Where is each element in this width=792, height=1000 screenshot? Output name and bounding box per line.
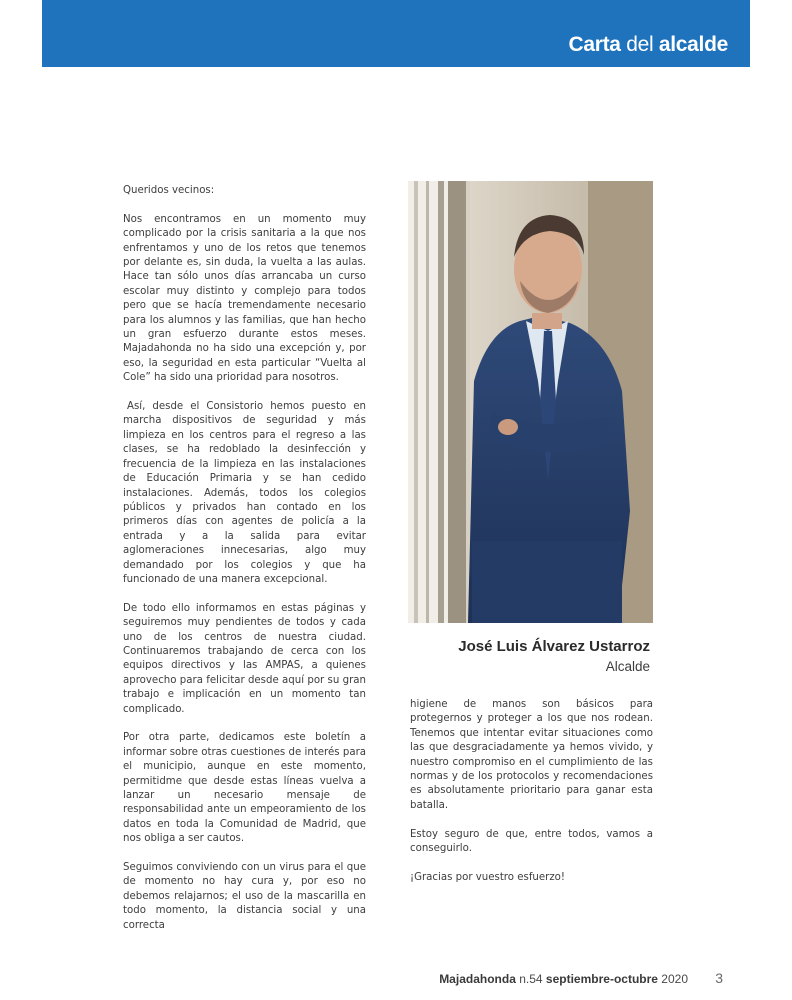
letter-column-left	[123, 184, 366, 947]
letter-paragraph: Estoy seguro de que, entre todos, vamos a conseguirlo.	[410, 828, 653, 855]
section-title-word-2: del	[626, 33, 654, 56]
section-title-word-3: alcalde	[658, 33, 728, 56]
caption-role: Alcalde	[605, 659, 650, 674]
letter-paragraph: Seguimos conviviendo con un virus para el que de momento no hay cura y, por eso no debemos relajarnos; el uso de la mascarilla en todo momento, la distancia social y una correcta	[123, 862, 366, 931]
letter-paragraph: Por otra parte, dedicamos este boletín a informar sobre otras cuestiones de interés para el municipio, aunque en este momento, permitidme que desde estas líneas vuelva a lanzar un necesario mensaje de responsabilidad ante un empeoramiento de los datos en toda la Comunidad de Madrid, que nos obliga a ser cautos.	[123, 732, 366, 845]
footer-publication: Majadahonda	[439, 972, 516, 986]
caption-name: José Luis Álvarez Ustarroz	[458, 638, 650, 655]
section-title-word-1: Carta	[568, 33, 621, 56]
letter-salutation: Queridos vecinos:	[123, 185, 215, 196]
letter-paragraph: higiene de manos son básicos para protegernos y proteger a los que nos rodean. Tenemos que intentar evitar situaciones como las que desgraciadamente ya hemos vivido, y nuestro compromiso en el cumplimiento de las normas y de los protocolos y recomendaciones es absolutamente prioritario para ganar esta batalla.	[410, 699, 653, 811]
footer-year: 2020	[661, 972, 688, 986]
letter-column-right	[410, 698, 653, 900]
letter-paragraph: De todo ello informamos en estas páginas y seguiremos muy pendientes de todos y cada uno de los centros de nuestra ciudad. Continuaremos trabajando de cerca con los equipos directivos y las AMPAS, a quienes aprovecho para felicitar desde aquí por su gran trabajo e implicación en un momento tan complicado.	[123, 602, 366, 715]
letter-paragraph: Así, desde el Consistorio hemos puesto en marcha dispositivos de seguridad y más limpieza en los centros para el regreso a las clases, se ha redoblado la desinfección y frecuencia de la limpieza en las instalaciones de Educación Primaria y se han cedido instalaciones. Además, todos los colegios públicos y privados han contado en los primeros días con agentes de policía a la entrada y a la salida para evitar aglomeraciones innecesarias, algo muy demandado por los colegios y que ha funcionado de una manera excepcional.	[123, 401, 366, 585]
footer-period: septiembre-octubre	[545, 972, 658, 986]
section-title	[568, 33, 728, 57]
footer-issue: n.54	[519, 972, 543, 986]
letter-closing: ¡Gracias por vuestro esfuerzo!	[410, 871, 565, 883]
mayor-photo	[408, 181, 653, 623]
letter-paragraph: Nos encontramos en un momento muy complicado por la crisis sanitaria a la que nos enfrentamos y uno de los retos que tenemos por delante es, sin duda, la vuelta a las aulas. Hace tan sólo unos días arrancaba un curso escolar muy distinto y complejo para todos pero que se hacía tremendamente necesario para los alumnos y las familias, que han hecho un gran esfuerzo durante estos meses. Majadahonda no ha sido una excepción y, por eso, la seguridad en esta particular “Vuelta al Cole” ha sido una prioridad para nosotros.	[123, 213, 366, 384]
page-footer	[439, 972, 688, 986]
page-number: 3	[715, 970, 723, 986]
